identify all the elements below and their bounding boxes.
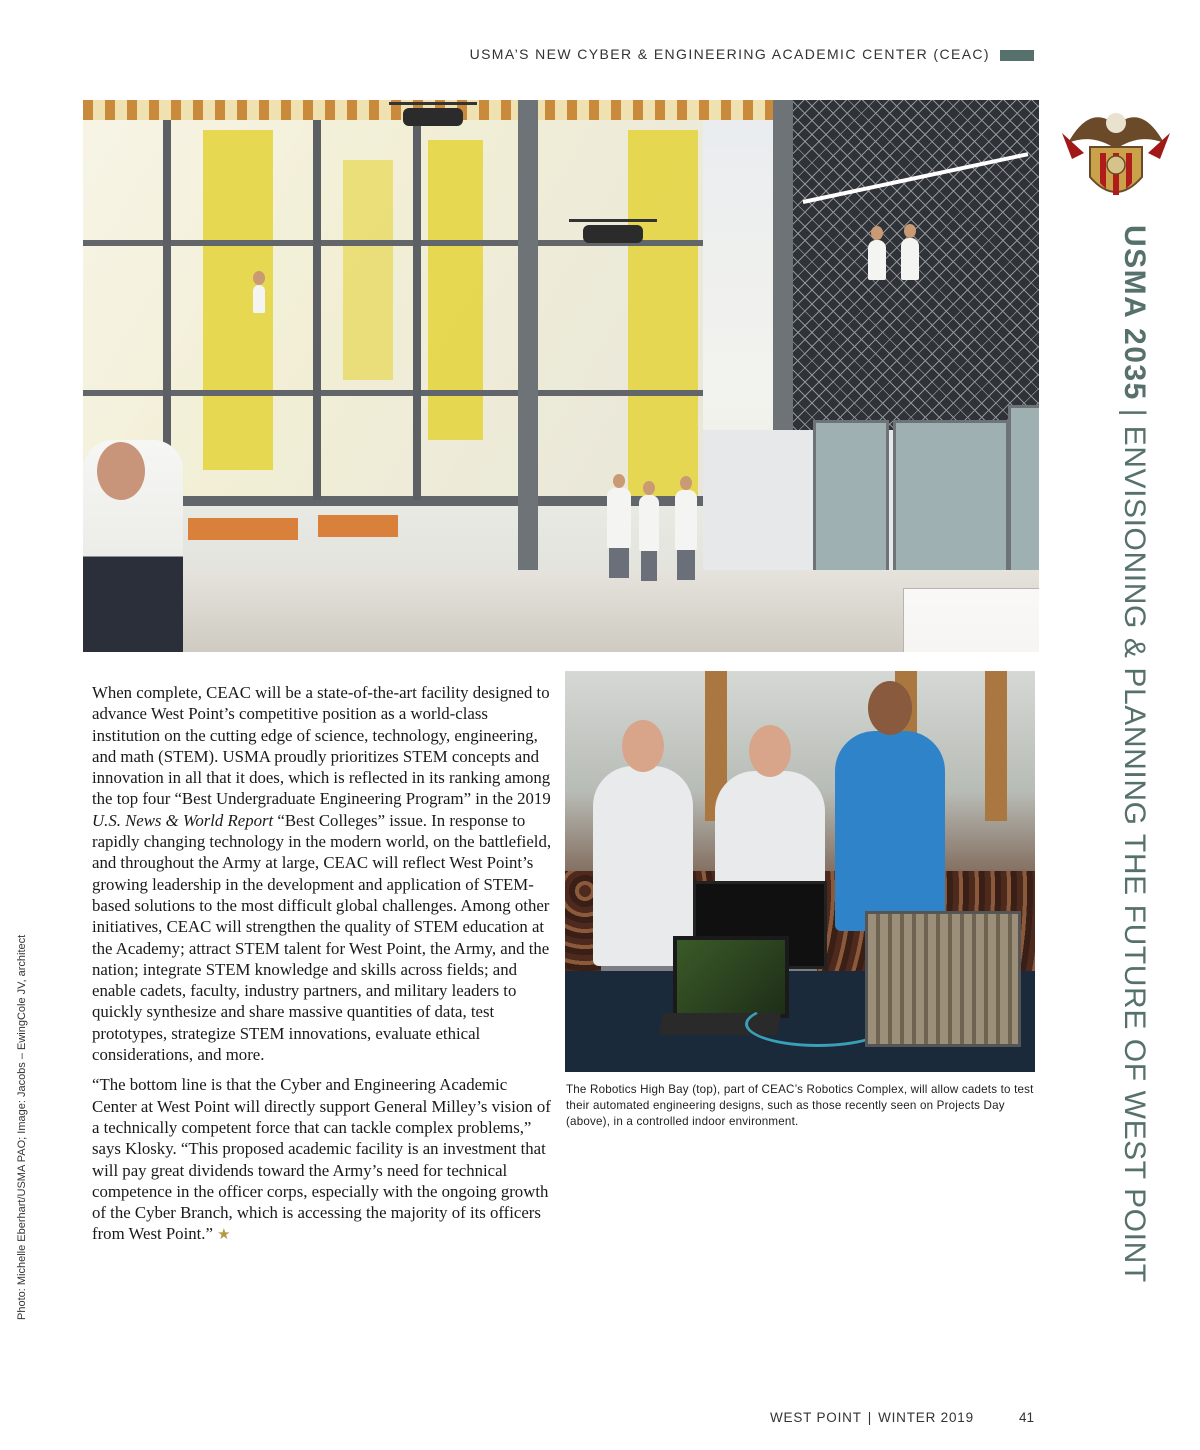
section-title: USMA’S NEW CYBER & ENGINEERING ACADEMIC CENTER (CEAC) <box>469 46 990 62</box>
body-paragraph-2: “The bottom line is that the Cyber and Engineering Academic Center at West Point will directly support General Milley’s vision of a technically competent force that can tackle complex problems,” says Klosky. “This proposed academic facility is an investment that will pay great dividends toward the Army’s need for technical competence in the officer corps, especially with the ongoing growth of the Cyber Branch, which is accessing the majority of its officers from West Point.” ★ <box>92 1075 551 1244</box>
page-number: 41 <box>1019 1410 1035 1425</box>
body-paragraph-1: When complete, CEAC will be a state-of-the-art facility designed to advance West Point’s competitive position as a world-class institution on the cutting edge of science, technology, engineering, and math (STEM). USMA proudly prioritizes STEM concepts and innovation in all that it does, which is reflected in its ranking among the top four “Best Undergraduate Engineering Program” in the 2019 U.S. News & World Report “Best Colleges” issue. In response to rapidly changing technology in the modern world, on the battlefield, and throughout the Army at large, CEAC will reflect West Point’s growing leadership in the development and application of STEM-based solutions to the most difficult global challenges. Among other initiatives, CEAC will strengthen the quality of STEM education at the Academy; attract STEM talent for West Point, the Army, and the nation; integrate STEM knowledge and skills across fields; and enable cadets, faculty, industry partners, and military leaders to quickly synthesize and share massive quantities of data, test prototypes, strategize STEM innovations, evaluate ethical considerations, and more. <box>92 683 552 1065</box>
side-title-separator: | <box>1118 408 1151 418</box>
running-header <box>470 46 990 62</box>
page-footer <box>770 1410 974 1425</box>
projects-day-photo <box>565 671 1035 1072</box>
issue-date: WINTER 2019 <box>878 1410 974 1425</box>
robotics-high-bay-rendering <box>83 100 1039 652</box>
header-accent-bar <box>1000 50 1034 61</box>
publication-title: U.S. News & World Report <box>92 810 274 830</box>
photo-caption: The Robotics High Bay (top), part of CEAC’s Robotics Complex, will allow cadets to test their automated engineering designs, such as those recently seen on Projects Day (above), in a controlled indoor environment. <box>566 1083 1034 1129</box>
footer-separator: | <box>867 1410 873 1425</box>
side-title-light: ENVISIONING & PLANNING THE FUTURE OF WEST POINT <box>1118 425 1151 1283</box>
publication-name: WEST POINT <box>770 1410 862 1425</box>
side-title-bold: USMA 2035 <box>1118 225 1151 401</box>
section-side-title <box>1118 225 1151 1283</box>
photo-credit-text: Photo: Michelle Eberhart/USMA PAO; Image: Jacobs – EwingCole JV, architect <box>16 934 28 1320</box>
star-icon: ★ <box>217 1227 231 1244</box>
article-body <box>92 682 552 1256</box>
photo-credit <box>14 934 30 1320</box>
usma-crest-icon <box>1060 103 1172 207</box>
